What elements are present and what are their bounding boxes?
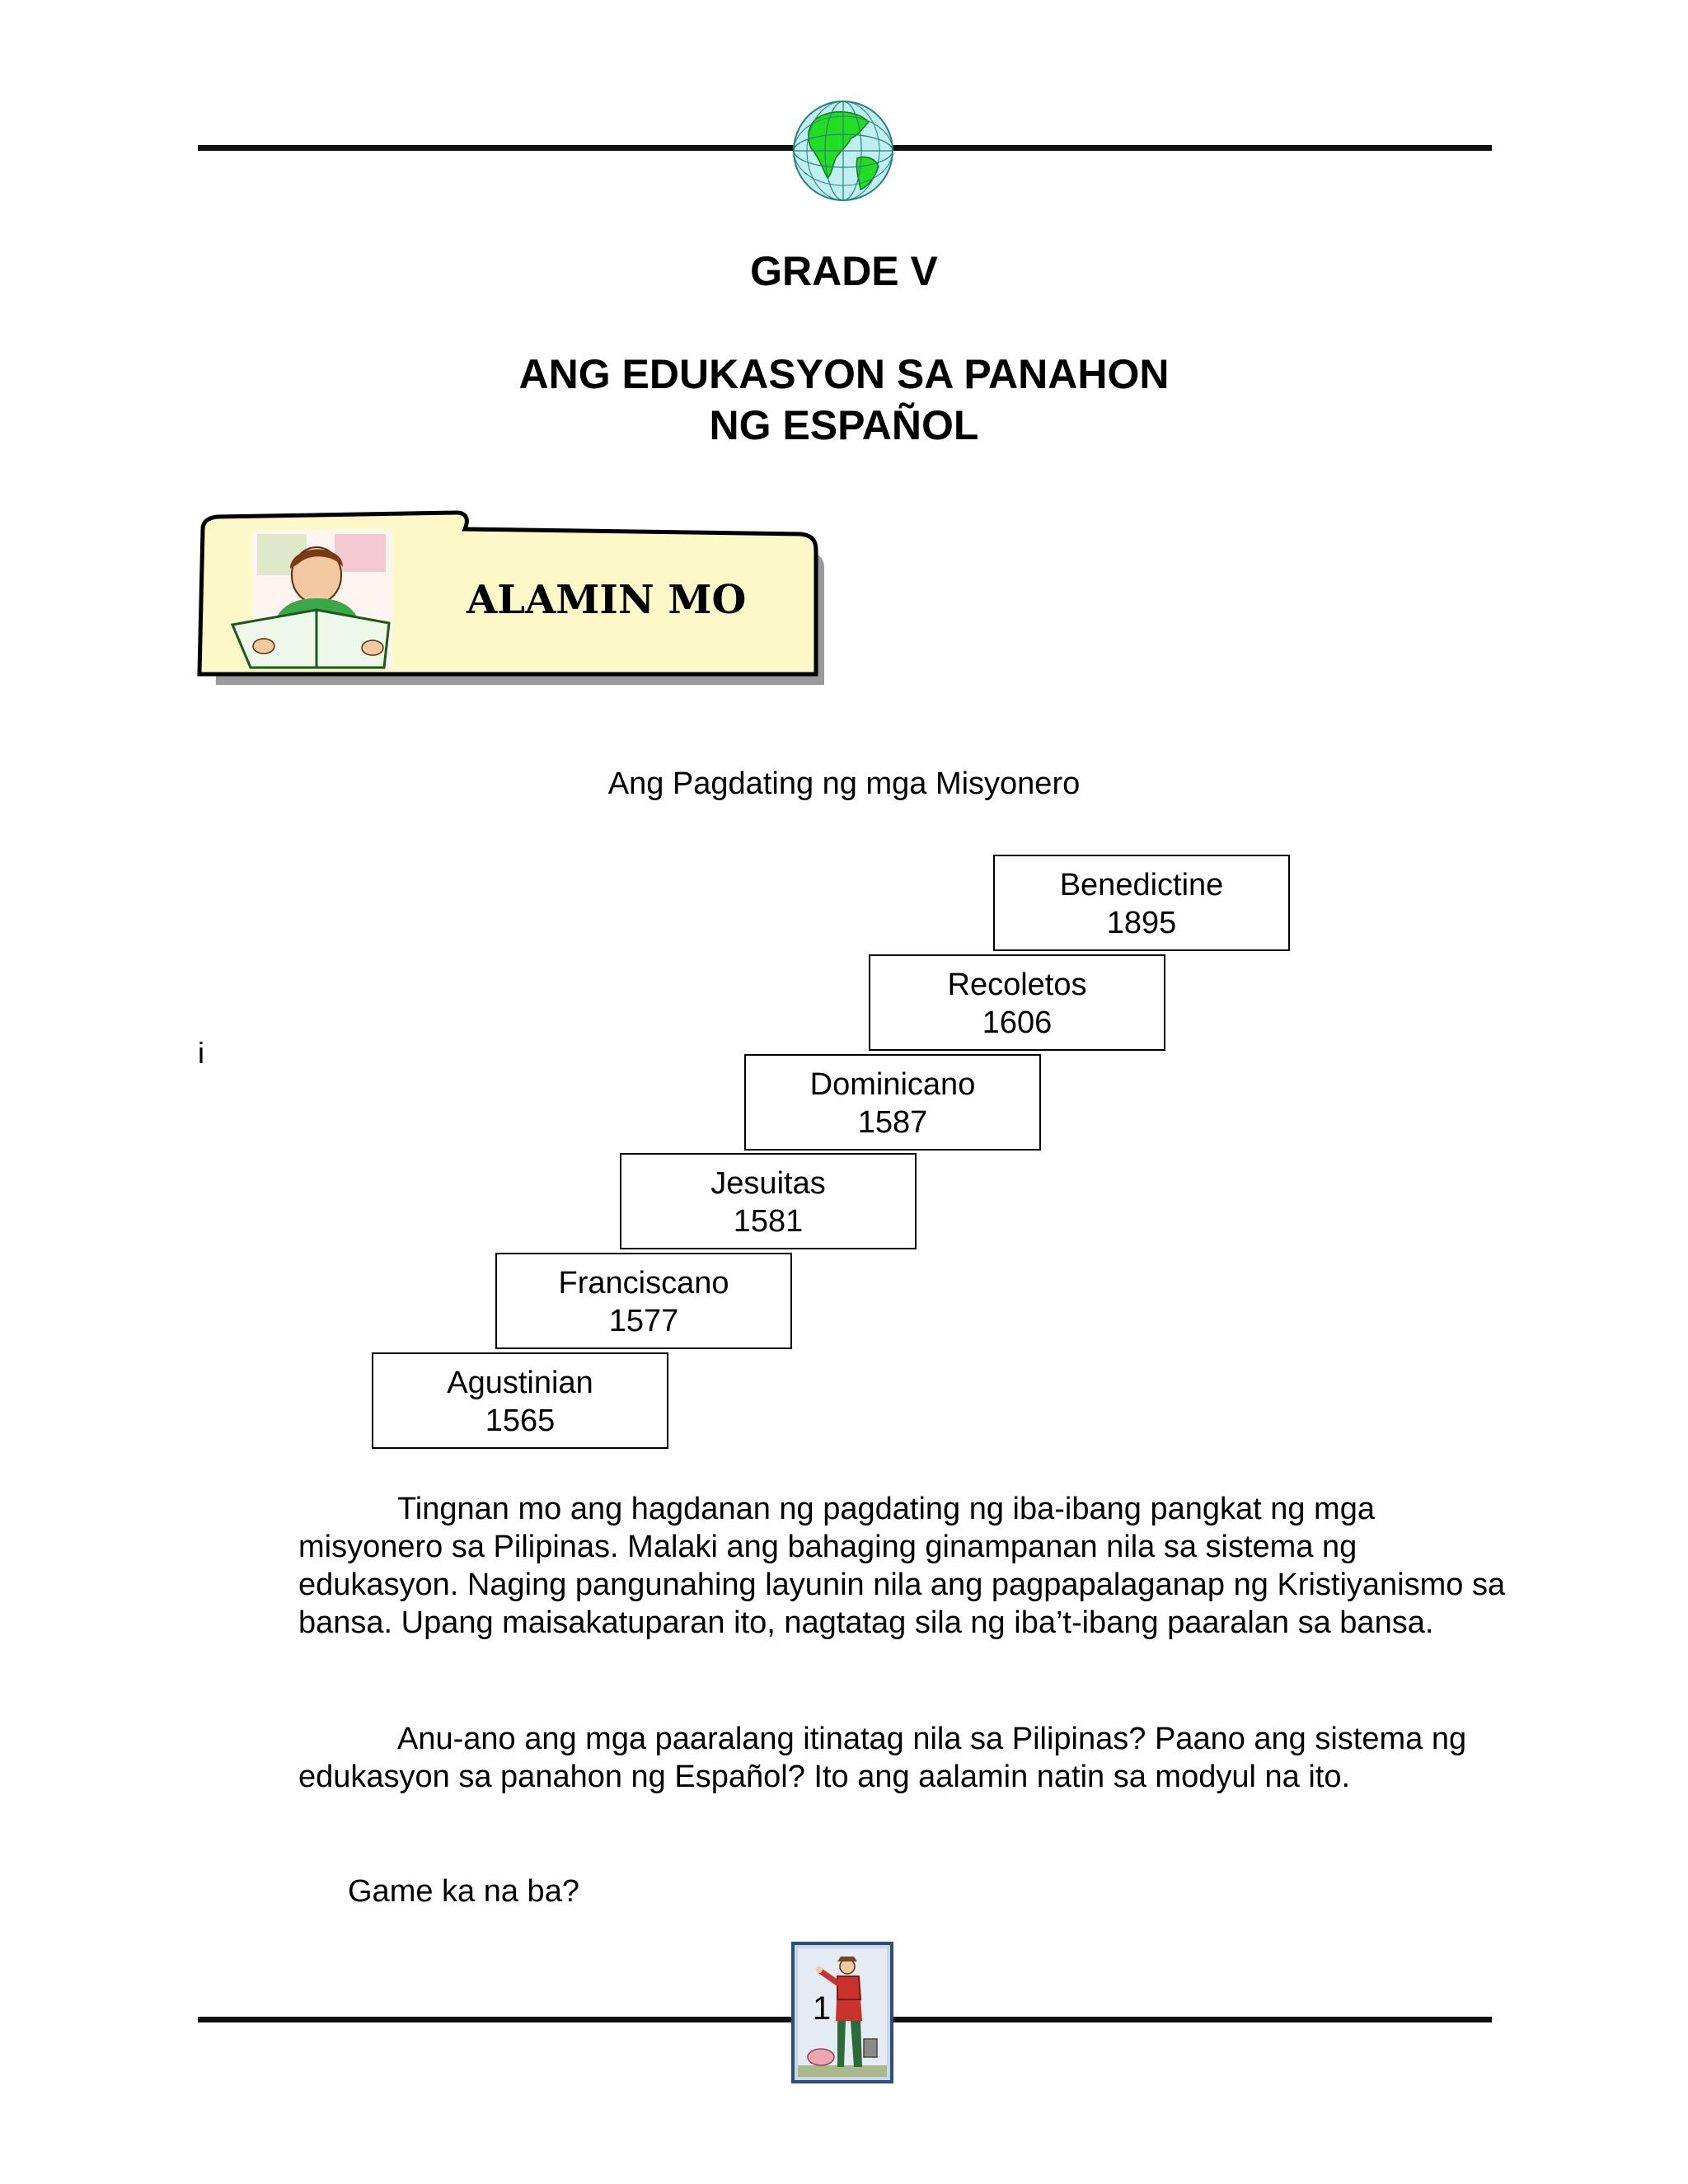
reader-icon: [232, 530, 392, 668]
footer-rule-right: [890, 2017, 1492, 2022]
step-name: Recoletos: [947, 968, 1087, 1002]
page-title-line-2: NG ESPAÑOL: [709, 402, 979, 448]
body-paragraph-1: [298, 1490, 1518, 1642]
step-year: 1606: [982, 1005, 1053, 1040]
step-name: Franciscano: [558, 1266, 729, 1301]
step-year: 1587: [857, 1105, 928, 1140]
body-paragraph-1-text: Tingnan mo ang hagdanan ng pagdating ng iba-ibang pangkat ng mga misyonero sa Pilipinas. Malaki ang bahaging ginampanan nila sa sistema ng edukasyon. Naging pangunahing layunin nila ang pagpapalaganap ng Kristiyanismo sa bansa. Upang maisakatuparan ito, nagtatag sila ng iba’t-ibang paaralan sa bansa.: [298, 1492, 1506, 1640]
step-name: Jesuitas: [710, 1166, 826, 1201]
header-rule-left: [198, 145, 799, 151]
body-paragraph-3: Game ka na ba?: [348, 1874, 579, 1909]
step-box-recoletos: [869, 954, 1165, 1051]
step-name: Benedictine: [1059, 868, 1224, 902]
step-year: 1577: [608, 1304, 679, 1338]
step-name: Agustinian: [447, 1366, 593, 1400]
alamin-mo-label: ALAMIN MO: [467, 577, 747, 623]
staircase-heading: Ang Pagdating ng mga Misyonero: [607, 766, 1081, 801]
step-box-agustinian: [372, 1352, 668, 1449]
page-number: 1: [813, 1990, 832, 2027]
stray-character: i: [198, 1036, 204, 1070]
page-title-line-1: ANG EDUKASYON SA PANAHON: [518, 351, 1170, 397]
step-box-jesuitas: [620, 1153, 917, 1249]
step-box-benedictine: [993, 855, 1290, 951]
step-box-dominicano: [744, 1054, 1041, 1151]
step-box-franciscano: [495, 1253, 792, 1349]
grade-heading: GRADE V: [750, 248, 938, 294]
step-year: 1895: [1106, 906, 1177, 940]
step-year: 1565: [485, 1404, 556, 1438]
globe-icon: [790, 97, 897, 204]
footer-rule-left: [198, 2017, 799, 2022]
page-title: [0, 349, 1688, 451]
farmer-icon: [791, 1942, 893, 2083]
step-year: 1581: [733, 1204, 804, 1239]
body-paragraph-2: [298, 1720, 1518, 1796]
body-paragraph-2-text: Anu-ano ang mga paaralang itinatag nila sa Pilipinas? Paano ang sistema ng edukasyon sa panahon ng Español? Ito ang aalamin natin sa modyul na ito.: [298, 1722, 1467, 1794]
step-name: Dominicano: [809, 1067, 976, 1102]
header-rule-right: [890, 145, 1492, 151]
